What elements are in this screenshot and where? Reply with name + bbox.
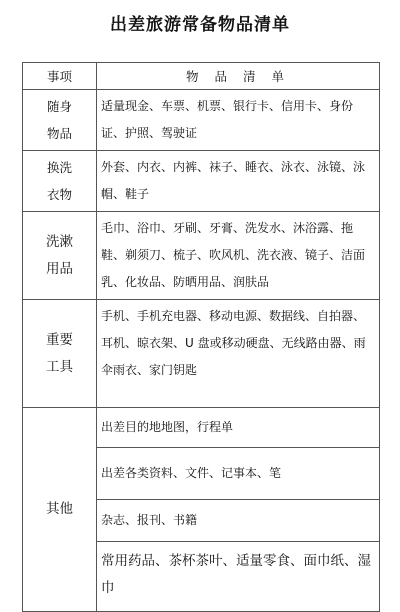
table-row [23, 212, 380, 300]
sub-item-cell: 杂志、报刊、书籍 [97, 500, 380, 542]
category-cell [23, 300, 97, 408]
items-cell: 手机、手机充电器、移动电源、数据线、自拍器、耳机、晾衣架、U 盘或移动硬盘、无线路由器、雨伞雨衣、家门钥匙 [97, 300, 380, 408]
category-label: 重要 [46, 331, 73, 348]
header-items: 物 品 清 单 [97, 63, 380, 90]
items-cell: 外套、内衣、内裤、袜子、睡衣、泳衣、泳镜、泳帽、鞋子 [97, 151, 380, 212]
page-title: 出差旅游常备物品清单 [110, 15, 290, 35]
table-row [23, 90, 380, 151]
header-category: 事项 [23, 63, 97, 90]
category-label: 随身 [46, 99, 72, 114]
sub-item-cell: 常用药品、茶杯茶叶、适量零食、面巾纸、湿巾 [97, 542, 380, 612]
category-cell [23, 151, 97, 212]
checklist-table [22, 62, 380, 612]
category-cell [23, 212, 97, 300]
table-row [23, 151, 380, 212]
category-label: 洗漱 [46, 233, 73, 250]
sub-item-cell: 出差各类资料、文件、记事本、笔 [97, 448, 380, 500]
category-cell [23, 408, 97, 612]
category-label: 工具 [46, 358, 73, 375]
category-label: 其他 [46, 501, 73, 517]
category-cell [23, 90, 97, 151]
category-label: 换洗 [46, 160, 72, 175]
table-row [23, 300, 380, 408]
category-label: 物品 [46, 126, 72, 141]
table-row [23, 408, 380, 448]
items-cell: 适量现金、车票、机票、银行卡、信用卡、身份证、护照、驾驶证 [97, 90, 380, 151]
category-label: 用品 [46, 260, 73, 277]
table-header-row [23, 63, 380, 90]
sub-item-cell: 出差目的地地图，行程单 [97, 408, 380, 448]
items-cell: 毛巾、浴巾、牙刷、牙膏、洗发水、沐浴露、拖鞋、剃须刀、梳子、吹风机、洗衣液、镜子、洁面乳、化妆品、防晒用品、润肤品 [97, 212, 380, 300]
category-label: 衣物 [46, 187, 72, 202]
